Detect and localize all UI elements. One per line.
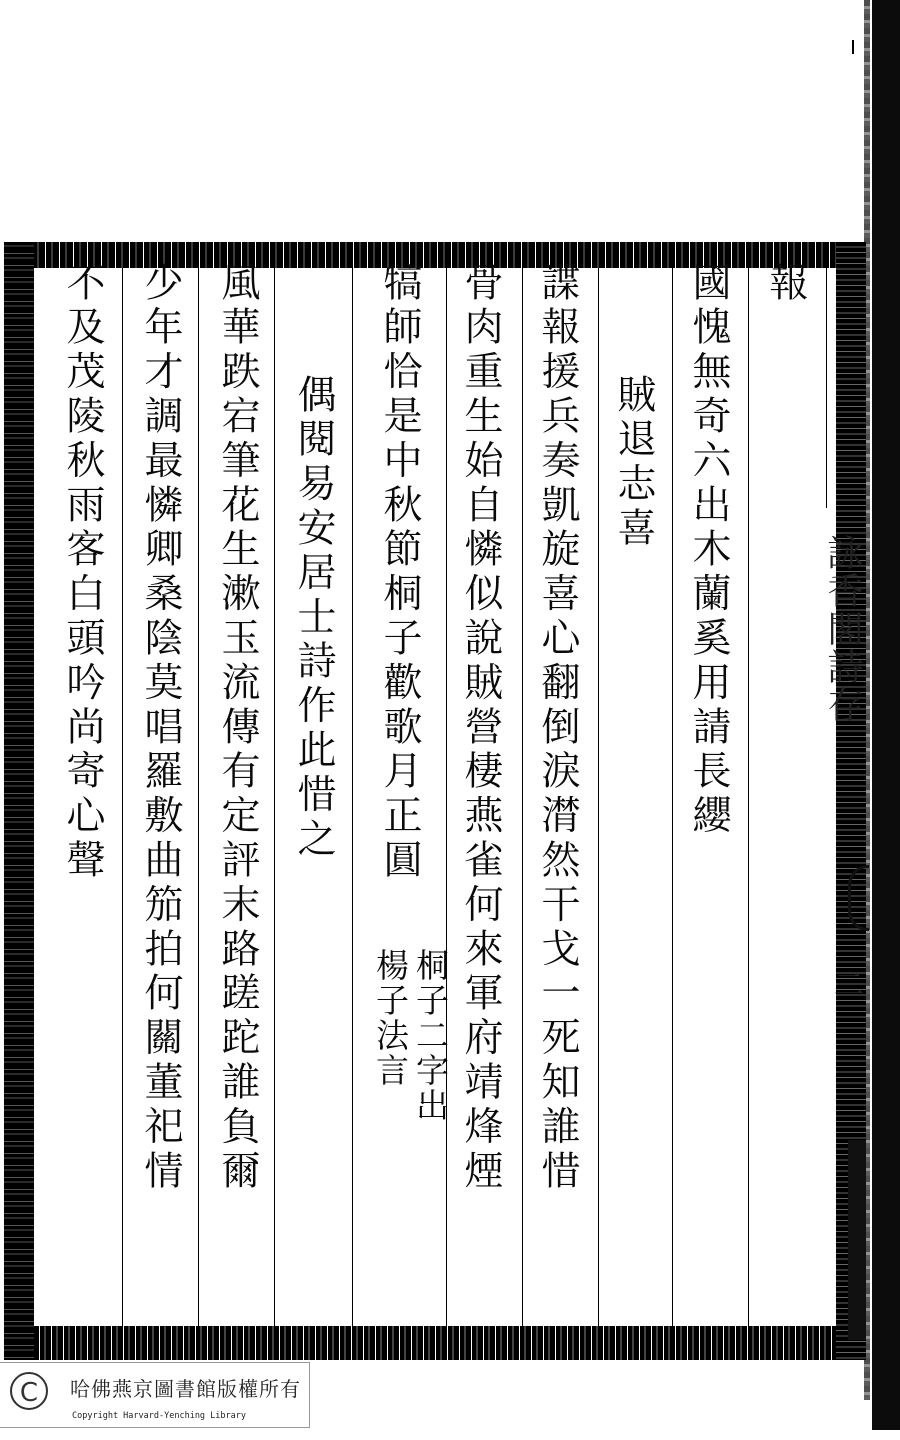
column-rule [122, 268, 123, 1326]
text-column-6-note-right: 桐子二字出 [411, 948, 450, 1123]
text-column-4: 諜報援兵奏凱旋喜心翻倒淚潸然干戈一死知誰惜 [535, 262, 580, 1195]
fore-edge-fish-tail [848, 865, 869, 931]
copyright-english: Copyright Harvard-Yenching Library [72, 1411, 246, 1421]
binding-edge [872, 0, 900, 1430]
text-column-8: 風華跌宕筆花生漱玉流傳有定評末路蹉跎誰負爾 [215, 262, 260, 1195]
column-rule [274, 268, 275, 1326]
scan-speck [852, 40, 854, 54]
frame-border-left [4, 242, 34, 1360]
column-rule [522, 268, 523, 1326]
column-rule [198, 268, 199, 1326]
text-column-1: 報 [763, 262, 808, 307]
text-column-6: 犒師恰是中秋節桐子歡歌月正圓 [377, 262, 422, 884]
column-rule [446, 268, 447, 1326]
column-rule [672, 268, 673, 1326]
text-column-5: 骨肉重生始自憐似說賊營棲燕雀何來軍府靖烽煙 [458, 262, 503, 1195]
text-column-9: 少年才調最憐卿桑陰莫唱羅敷曲笳拍何關董祀情 [138, 262, 183, 1195]
copyright-icon: C [10, 1372, 48, 1410]
fore-edge-bar [848, 1140, 866, 1340]
frame-border-bottom [4, 1326, 866, 1360]
text-column-6-note-left: 楊子法言 [371, 948, 410, 1088]
fore-edge-title: 詠香閣詩存 [822, 534, 863, 724]
copyright-chinese: 哈佛燕京圖書館版權所有 [70, 1377, 301, 1401]
text-column-10: 不及茂陵秋雨客白頭吟尚寄心聲 [60, 262, 105, 884]
frame-border-top [4, 242, 866, 268]
column-rule [352, 268, 353, 1326]
fore-edge-page-number: 二 [834, 968, 864, 1003]
text-column-3-heading: 賊退志喜 [611, 374, 656, 552]
text-column-2: 國愧無奇六出木蘭奚用請長纓 [686, 262, 731, 840]
column-rule [748, 268, 749, 1326]
column-rule [598, 268, 599, 1326]
text-column-7-heading: 偶閱易安居士詩作此惜之 [291, 374, 336, 863]
column-rule [826, 268, 827, 508]
